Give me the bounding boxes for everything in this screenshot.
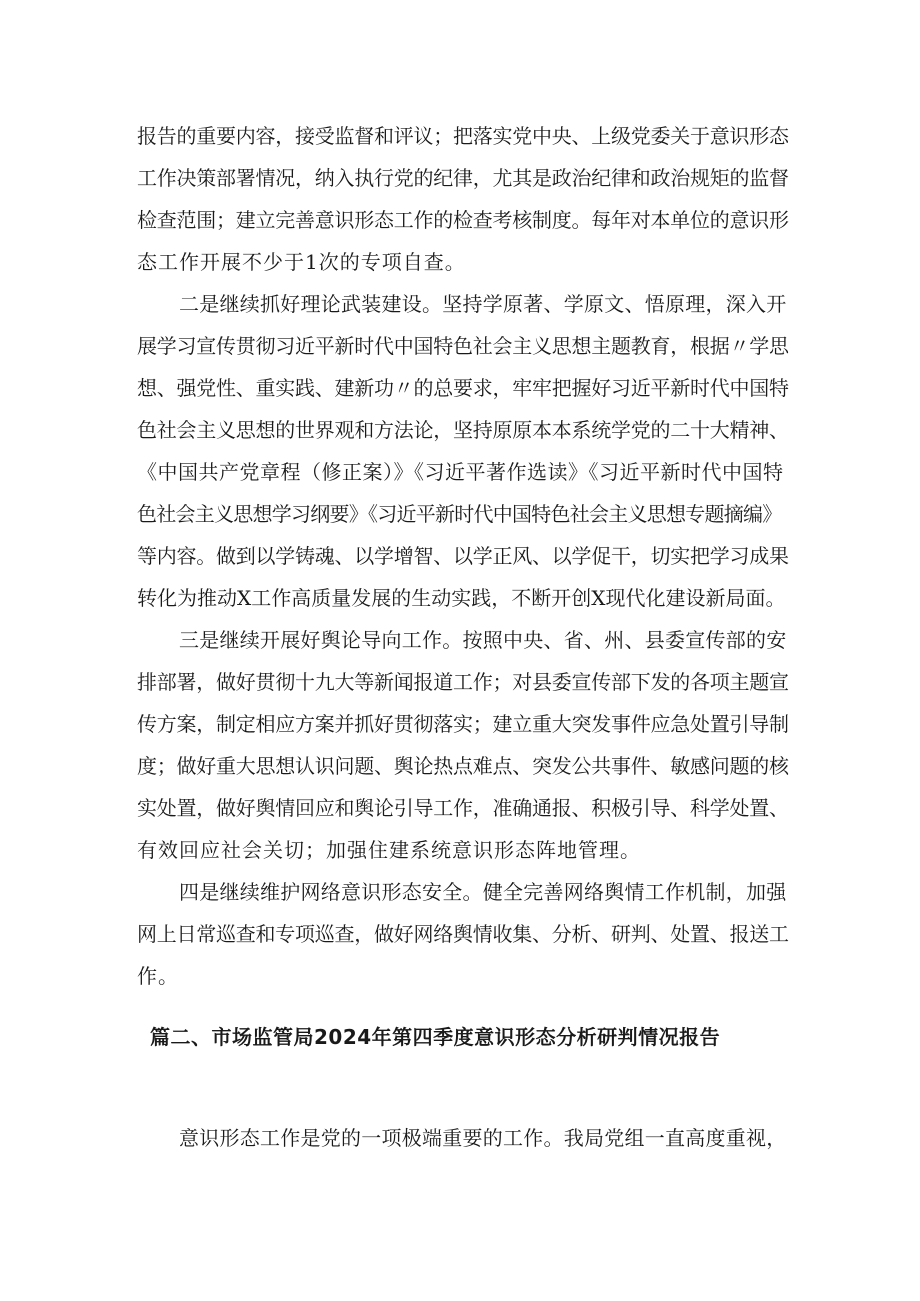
- text-line: 实处置，做好舆情回应和舆论引导工作，准确通报、积极引导、科学处置、: [137, 796, 789, 820]
- text-line: 展学习宣传贯彻习近平新时代中国特色社会主义思想主题教育，根据〃学思: [137, 334, 789, 358]
- paragraph-public-opinion: [137, 619, 789, 871]
- text-line: 态工作开展不少于1次的专项自查。: [137, 250, 466, 274]
- paragraph-theory-study: [137, 283, 789, 619]
- text-line: 二是继续抓好理论武装建设。坚持学原著、学原文、悟原理，深入开: [179, 292, 787, 316]
- text-line: 四是继续维护网络意识形态安全。健全完善网络舆情工作机制，加强: [179, 880, 787, 904]
- text-line: 想、强党性、重实践、建新功〃的总要求，牢牢把握好习近平新时代中国特: [137, 376, 789, 400]
- text-line: 作。: [137, 964, 179, 988]
- text-line: 网上日常巡查和专项巡查，做好网络舆情收集、分析、研判、处置、报送工: [137, 922, 789, 946]
- section-heading: 篇二、市场监管局2024年第四季度意识形态分析研判情况报告: [150, 1025, 721, 1049]
- text-line: 工作决策部署情况，纳入执行党的纪律，尤其是政治纪律和政治规矩的监督: [137, 166, 789, 190]
- text-line: 《中国共产党章程（修正案）》《习近平著作选读》《习近平新时代中国特: [137, 460, 784, 484]
- paragraph-accountability: [137, 115, 789, 283]
- text-line: 报告的重要内容，接受监督和评议；把落实党中央、上级党委关于意识形态: [137, 124, 789, 148]
- text-line: 排部署，做好贯彻十九大等新闻报道工作；对县委宣传部下发的各项主题宣: [137, 670, 789, 694]
- text-line: 度；做好重大思想认识问题、舆论热点难点、突发公共事件、敏感问题的核: [137, 754, 789, 778]
- text-line: 色社会主义思想的世界观和方法论，坚持原原本本系统学党的二十大精神、: [137, 418, 789, 442]
- text-line: 等内容。做到以学铸魂、以学增智、以学正风、以学促干，切实把学习成果: [137, 544, 789, 568]
- text-line: 转化为推动X工作高质量发展的生动实践，不断开创X现代化建设新局面。: [137, 586, 786, 610]
- text-line: 传方案，制定相应方案并抓好贯彻落实；建立重大突发事件应急处置引导制: [137, 712, 789, 736]
- text-line: 三是继续开展好舆论导向工作。按照中央、省、州、县委宣传部的安: [179, 628, 787, 652]
- paragraph-network-security: [137, 871, 789, 997]
- text-line: 意识形态工作是党的一项极端重要的工作。我局党组一直高度重视，: [179, 1126, 787, 1150]
- paragraph-intro: [137, 1117, 789, 1159]
- text-line: 有效回应社会关切；加强住建系统意识形态阵地管理。: [137, 838, 641, 862]
- text-line: 色社会主义思想学习纲要》《习近平新时代中国特色社会主义思想专题摘编》: [137, 502, 782, 526]
- text-line: 检查范围；建立完善意识形态工作的检查考核制度。每年对本单位的意识形: [137, 208, 789, 232]
